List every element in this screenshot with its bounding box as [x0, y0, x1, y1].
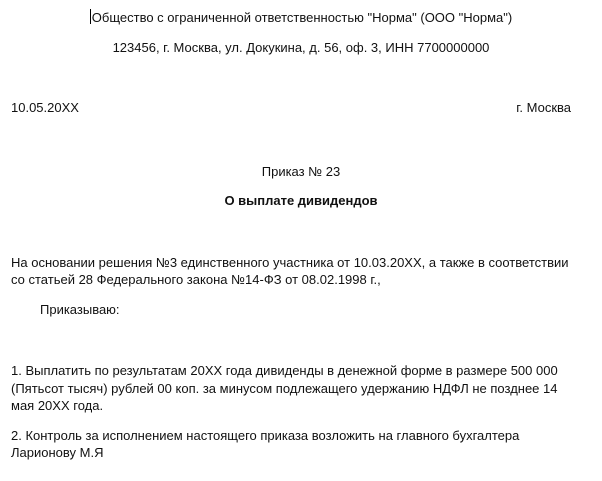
preamble-line-1: На основании решения №3 единственного участника от 10.03.20ХХ, а также в соответствии	[11, 255, 569, 270]
company-name: Общество с ограниченной ответственностью "Норма" (ООО "Норма")	[91, 10, 513, 25]
document-city: г. Москва	[516, 100, 571, 115]
order-subject: О выплате дивидендов	[224, 193, 378, 208]
company-header	[0, 9, 602, 27]
directive-word: Приказываю:	[40, 302, 120, 317]
document-date: 10.05.20ХХ	[11, 100, 79, 115]
item-2-line-2: Ларионову М.Я	[11, 445, 104, 460]
item-1-line-1: 1. Выплатить по результатам 20ХХ года дивиденды в денежной форме в размере 500 000	[11, 363, 558, 378]
item-1-line-2: (Пятьсот тысяч) рублей 00 коп. за минусом подлежащего удержанию НДФЛ не позднее 14	[11, 381, 558, 396]
text-cursor	[90, 9, 91, 24]
order-number: Приказ № 23	[261, 164, 341, 179]
preamble-line-2: со статьей 28 Федерального закона №14-ФЗ от 08.02.1998 г.,	[11, 272, 381, 287]
company-address: 123456, г. Москва, ул. Докукина, д. 56, оф. 3, ИНН 7700000000	[112, 40, 490, 55]
item-2-line-1: 2. Контроль за исполнением настоящего приказа возложить на главного бухгалтера	[11, 428, 520, 443]
item-1-line-3: мая 20ХХ года.	[11, 398, 104, 413]
